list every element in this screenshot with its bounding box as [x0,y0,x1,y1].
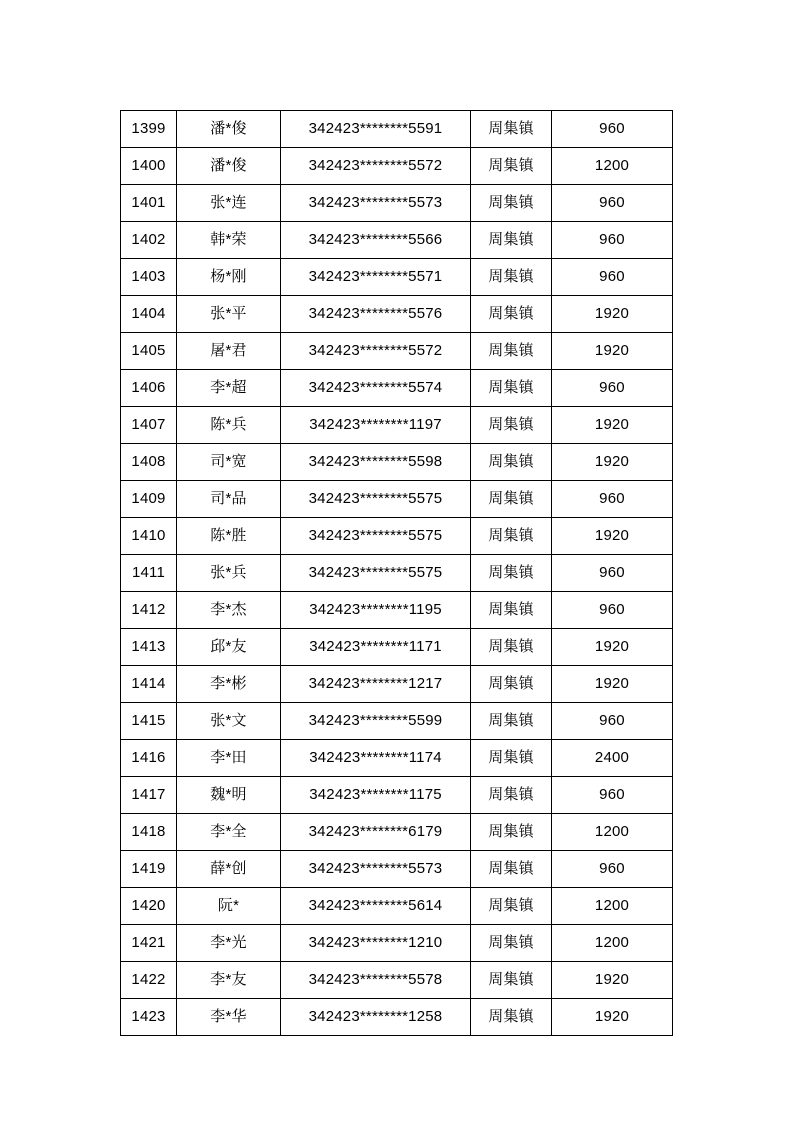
town-cell: 周集镇 [471,703,552,740]
id-number-cell: 342423********5571 [281,259,471,296]
amount-cell: 1200 [552,925,673,962]
amount-cell: 1920 [552,518,673,555]
table-row [121,185,673,222]
row-index-cell: 1406 [121,370,177,407]
amount-cell: 2400 [552,740,673,777]
row-index-cell: 1412 [121,592,177,629]
row-index-cell: 1400 [121,148,177,185]
table-row [121,629,673,666]
row-index-cell: 1407 [121,407,177,444]
id-number-cell: 342423********5599 [281,703,471,740]
id-number-cell: 342423********5576 [281,296,471,333]
town-cell: 周集镇 [471,999,552,1036]
table-row [121,777,673,814]
table-row [121,407,673,444]
table-row [121,555,673,592]
id-number-cell: 342423********5575 [281,481,471,518]
town-cell: 周集镇 [471,740,552,777]
row-index-cell: 1413 [121,629,177,666]
name-cell: 李*超 [177,370,281,407]
town-cell: 周集镇 [471,111,552,148]
row-index-cell: 1416 [121,740,177,777]
row-index-cell: 1410 [121,518,177,555]
table-row [121,370,673,407]
id-number-cell: 342423********6179 [281,814,471,851]
amount-cell: 960 [552,703,673,740]
id-number-cell: 342423********5575 [281,518,471,555]
table-row [121,999,673,1036]
town-cell: 周集镇 [471,407,552,444]
row-index-cell: 1417 [121,777,177,814]
row-index-cell: 1411 [121,555,177,592]
id-number-cell: 342423********1217 [281,666,471,703]
name-cell: 李*友 [177,962,281,999]
id-number-cell: 342423********5572 [281,148,471,185]
town-cell: 周集镇 [471,925,552,962]
amount-cell: 1200 [552,148,673,185]
town-cell: 周集镇 [471,962,552,999]
row-index-cell: 1415 [121,703,177,740]
name-cell: 李*华 [177,999,281,1036]
row-index-cell: 1418 [121,814,177,851]
town-cell: 周集镇 [471,888,552,925]
amount-cell: 960 [552,185,673,222]
amount-cell: 1920 [552,962,673,999]
amount-cell: 1200 [552,888,673,925]
id-number-cell: 342423********5591 [281,111,471,148]
amount-cell: 1920 [552,407,673,444]
id-number-cell: 342423********1210 [281,925,471,962]
name-cell: 李*全 [177,814,281,851]
table-row [121,148,673,185]
name-cell: 邱*友 [177,629,281,666]
amount-cell: 1920 [552,296,673,333]
id-number-cell: 342423********5598 [281,444,471,481]
table-row [121,444,673,481]
table-row [121,851,673,888]
town-cell: 周集镇 [471,851,552,888]
town-cell: 周集镇 [471,518,552,555]
table-row [121,962,673,999]
id-number-cell: 342423********5573 [281,851,471,888]
amount-cell: 1920 [552,629,673,666]
name-cell: 司*品 [177,481,281,518]
id-number-cell: 342423********5578 [281,962,471,999]
name-cell: 李*光 [177,925,281,962]
name-cell: 韩*荣 [177,222,281,259]
id-number-cell: 342423********5574 [281,370,471,407]
town-cell: 周集镇 [471,777,552,814]
name-cell: 张*兵 [177,555,281,592]
row-index-cell: 1408 [121,444,177,481]
id-number-cell: 342423********5572 [281,333,471,370]
id-number-cell: 342423********5566 [281,222,471,259]
id-number-cell: 342423********1197 [281,407,471,444]
id-number-cell: 342423********5575 [281,555,471,592]
town-cell: 周集镇 [471,333,552,370]
name-cell: 李*杰 [177,592,281,629]
row-index-cell: 1421 [121,925,177,962]
town-cell: 周集镇 [471,666,552,703]
table-row [121,259,673,296]
amount-cell: 960 [552,592,673,629]
name-cell: 张*文 [177,703,281,740]
row-index-cell: 1420 [121,888,177,925]
row-index-cell: 1419 [121,851,177,888]
row-index-cell: 1405 [121,333,177,370]
town-cell: 周集镇 [471,814,552,851]
table-row [121,333,673,370]
town-cell: 周集镇 [471,185,552,222]
row-index-cell: 1409 [121,481,177,518]
amount-cell: 960 [552,222,673,259]
town-cell: 周集镇 [471,259,552,296]
table-row [121,592,673,629]
town-cell: 周集镇 [471,629,552,666]
name-cell: 张*平 [177,296,281,333]
name-cell: 陈*兵 [177,407,281,444]
name-cell: 张*连 [177,185,281,222]
amount-cell: 960 [552,851,673,888]
row-index-cell: 1399 [121,111,177,148]
id-number-cell: 342423********1175 [281,777,471,814]
name-cell: 司*宽 [177,444,281,481]
table-row [121,296,673,333]
town-cell: 周集镇 [471,444,552,481]
amount-cell: 1200 [552,814,673,851]
row-index-cell: 1422 [121,962,177,999]
amount-cell: 960 [552,555,673,592]
town-cell: 周集镇 [471,296,552,333]
row-index-cell: 1401 [121,185,177,222]
id-number-cell: 342423********5614 [281,888,471,925]
amount-cell: 1920 [552,999,673,1036]
amount-cell: 1920 [552,333,673,370]
amount-cell: 1920 [552,444,673,481]
table-row [121,666,673,703]
table-row [121,703,673,740]
name-cell: 杨*刚 [177,259,281,296]
amount-cell: 960 [552,370,673,407]
table-row [121,222,673,259]
amount-cell: 960 [552,481,673,518]
town-cell: 周集镇 [471,481,552,518]
table-row [121,111,673,148]
id-number-cell: 342423********5573 [281,185,471,222]
table-row [121,888,673,925]
town-cell: 周集镇 [471,148,552,185]
name-cell: 李*彬 [177,666,281,703]
name-cell: 屠*君 [177,333,281,370]
id-number-cell: 342423********1171 [281,629,471,666]
name-cell: 阮* [177,888,281,925]
beneficiary-table-body [121,111,673,1036]
town-cell: 周集镇 [471,592,552,629]
amount-cell: 960 [552,259,673,296]
name-cell: 李*田 [177,740,281,777]
table-row [121,814,673,851]
row-index-cell: 1414 [121,666,177,703]
town-cell: 周集镇 [471,555,552,592]
table-row [121,925,673,962]
beneficiary-table [120,110,673,1036]
row-index-cell: 1404 [121,296,177,333]
id-number-cell: 342423********1258 [281,999,471,1036]
row-index-cell: 1402 [121,222,177,259]
table-row [121,740,673,777]
id-number-cell: 342423********1195 [281,592,471,629]
table-row [121,518,673,555]
row-index-cell: 1423 [121,999,177,1036]
name-cell: 魏*明 [177,777,281,814]
id-number-cell: 342423********1174 [281,740,471,777]
amount-cell: 960 [552,111,673,148]
town-cell: 周集镇 [471,222,552,259]
name-cell: 陈*胜 [177,518,281,555]
name-cell: 薛*创 [177,851,281,888]
name-cell: 潘*俊 [177,111,281,148]
amount-cell: 1920 [552,666,673,703]
table-row [121,481,673,518]
town-cell: 周集镇 [471,370,552,407]
row-index-cell: 1403 [121,259,177,296]
amount-cell: 960 [552,777,673,814]
name-cell: 潘*俊 [177,148,281,185]
